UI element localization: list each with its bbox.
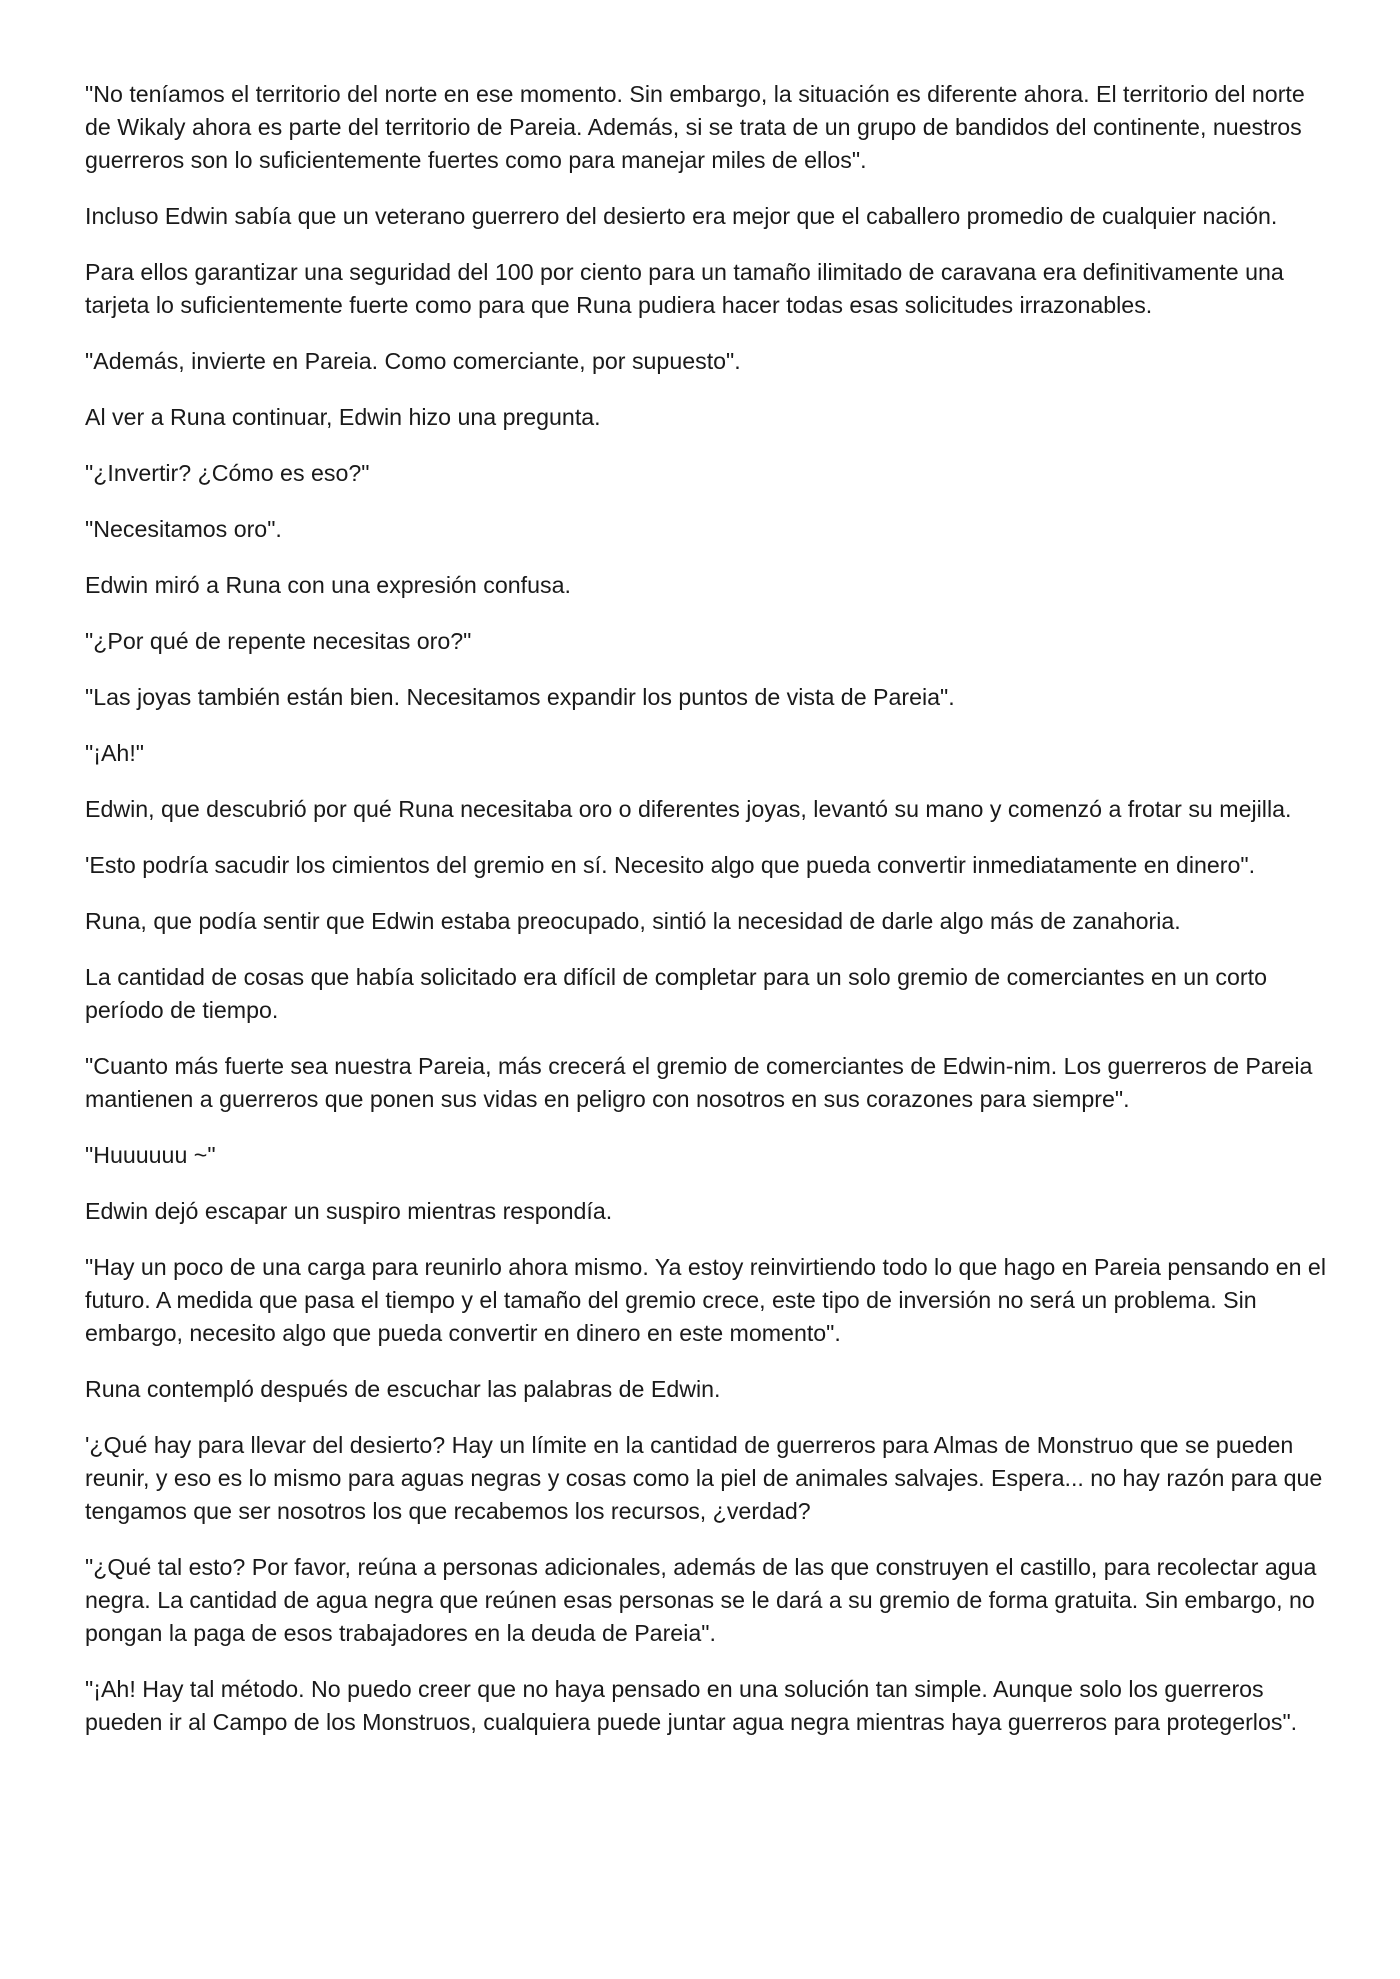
paragraph: '¿Qué hay para llevar del desierto? Hay un límite en la cantidad de guerreros para Almas de Monstruo que se pueden reunir, y eso es lo mismo para aguas negras y cosas como la piel de animales salvajes. Espera... no hay razón para que tengamos que ser nosotros los que recabemos los recursos, ¿verdad? [85, 1432, 1323, 1524]
paragraph: Runa contempló después de escuchar las palabras de Edwin. [85, 1376, 721, 1402]
paragraph: Edwin miró a Runa con una expresión confusa. [85, 572, 571, 598]
paragraph: "Necesitamos oro". [85, 516, 282, 542]
paragraph: "Huuuuuu ~" [85, 1142, 216, 1168]
paragraph: Edwin dejó escapar un suspiro mientras respondía. [85, 1198, 613, 1224]
paragraph: "¿Invertir? ¿Cómo es eso?" [85, 460, 370, 486]
paragraph: "Las joyas también están bien. Necesitamos expandir los puntos de vista de Pareia". [85, 684, 955, 710]
document-page [85, 78, 1330, 1762]
paragraph: La cantidad de cosas que había solicitado era difícil de completar para un solo gremio de comerciantes en un corto período de tiempo. [85, 964, 1267, 1023]
paragraph: "No teníamos el territorio del norte en ese momento. Sin embargo, la situación es diferente ahora. El territorio del norte de Wikaly ahora es parte del territorio de Pareia. Además, si se trata de un grupo de bandidos del continente, nuestros guerreros son lo suficientemente fuertes como para manejar miles de ellos". [85, 81, 1305, 173]
paragraph: "¡Ah!" [85, 740, 144, 766]
paragraph: "Cuanto más fuerte sea nuestra Pareia, más crecerá el gremio de comerciantes de Edwin-nim. Los guerreros de Pareia mantienen a guerreros que ponen sus vidas en peligro con nosotros en sus corazones para siempre". [85, 1053, 1313, 1112]
paragraph: Edwin, que descubrió por qué Runa necesitaba oro o diferentes joyas, levantó su mano y comenzó a frotar su mejilla. [85, 796, 1292, 822]
paragraph: Incluso Edwin sabía que un veterano guerrero del desierto era mejor que el caballero promedio de cualquier nación. [85, 203, 1278, 229]
paragraph: "¿Por qué de repente necesitas oro?" [85, 628, 472, 654]
paragraph: "¡Ah! Hay tal método. No puedo creer que no haya pensado en una solución tan simple. Aunque solo los guerreros pueden ir al Campo de los Monstruos, cualquiera puede juntar agua negra mientras haya guerreros para protegerlos". [85, 1676, 1298, 1735]
paragraph: Runa, que podía sentir que Edwin estaba preocupado, sintió la necesidad de darle algo más de zanahoria. [85, 908, 1181, 934]
paragraph: Al ver a Runa continuar, Edwin hizo una pregunta. [85, 404, 601, 430]
paragraph: "¿Qué tal esto? Por favor, reúna a personas adicionales, además de las que construyen el castillo, para recolectar agua negra. La cantidad de agua negra que reúnen esas personas se le dará a su gremio de forma gratuita. Sin embargo, no pongan la paga de esos trabajadores en la deuda de Pareia". [85, 1554, 1317, 1646]
paragraph: "Hay un poco de una carga para reunirlo ahora mismo. Ya estoy reinvirtiendo todo lo que hago en Pareia pensando en el futuro. A medida que pasa el tiempo y el tamaño del gremio crece, este tipo de inversión no será un problema. Sin embargo, necesito algo que pueda convertir en dinero en este momento". [85, 1254, 1326, 1346]
paragraph: Para ellos garantizar una seguridad del 100 por ciento para un tamaño ilimitado de caravana era definitivamente una tarjeta lo suficientemente fuerte como para que Runa pudiera hacer todas esas solicitudes irrazonables. [85, 259, 1284, 318]
paragraph: "Además, invierte en Pareia. Como comerciante, por supuesto". [85, 348, 741, 374]
paragraph: 'Esto podría sacudir los cimientos del gremio en sí. Necesito algo que pueda convertir inmediatamente en dinero". [85, 852, 1256, 878]
